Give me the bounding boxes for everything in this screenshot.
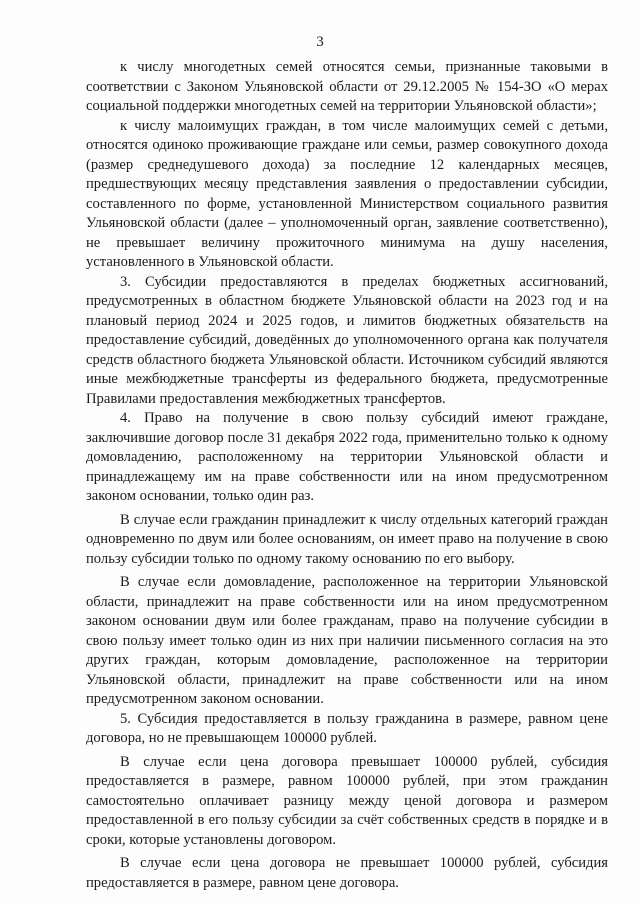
paragraph-large-families: к числу многодетных семей относятся семьи, признанные таковыми в соответствии с Законом Ульяновской области от 29.12.2005 № 154-ЗО «О мерах социальной поддержки многодетных семей на территории Ульяновской области»; [86,59,608,114]
paragraph-price-not-exceeds: В случае если цена договора не превышает 100000 рублей, субсидия предоставляется в размере, равном цене договора. [86,855,608,891]
paragraph-price-exceeds: В случае если цена договора превышает 100000 рублей, субсидия предоставляется в размере, равном 100000 рублей, при этом гражданин самостоятельно оплачивает разницу между ценой договора и размером предоставленной в его пользу субсидии за счёт собственных средств в порядке и в сроки, которые установлены договором. [86,753,608,848]
page-number: 3 [316,34,324,50]
paragraph-low-income: к числу малоимущих граждан, в том числе малоимущих семей с детьми, относятся одиноко проживающие граждане или семьи, размер совокупного дохода (размер среднедушевого дохода) за последние 12 календарных месяцев, предшествующих месяцу представления заявления о предоставлении субсидии, составленного по форме, установленной Министерством социального развития Ульяновской области (далее – уполномоченный орган, заявление соответственно), не превышает величину прожиточного минимума на душу населения, установленного в Ульяновской области. [86,117,608,270]
paragraph-joint-ownership: В случае если домовладение, расположенное на территории Ульяновской области, принадлежит на праве собственности или на ином предусмотренном законом основании двум или более гражданам, право на получение субсидии в свою пользу имеет только один из них при наличии письменного согласия на это других граждан, которым домовладение, расположенное на территории Ульяновской области, принадлежит на праве собственности или на ином предусмотренном законом основании. [86,574,608,707]
document-body [86,58,608,893]
paragraph-subsidy-amount: 5. Субсидия предоставляется в пользу гражданина в размере, равном цене договора, но не превышающем 100000 рублей. [86,710,608,746]
paragraph-budget: 3. Субсидии предоставляются в пределах бюджетных ассигнований, предусмотренных в областном бюджете Ульяновской области на 2023 год и на плановый период 2024 и 2025 годов, и лимитов бюджетных обязательств на предоставление субсидий, доведённых до уполномоченного органа как получателя средств областного бюджета Ульяновской области. Источником субсидий являются иные межбюджетные трансферты из федерального бюджета, предусмотренные Правилами предоставления межбюджетных трансфертов. [86,273,608,407]
paragraph-multiple-categories: В случае если гражданин принадлежит к числу отдельных категорий граждан одновременно по двум или более основаниям, он имеет право на получение в свою пользу субсидии только по одному такому основанию по его выбору. [86,511,608,567]
paragraph-right-to-subsidy: 4. Право на получение в свою пользу субсидий имеют граждане, заключившие договор после 31 декабря 2022 года, применительно только к одному домовладению, расположенному на территории Ульяновской области и принадлежащему им на праве собственности или на ином предусмотренном законом основании, только один раз. [86,410,608,504]
